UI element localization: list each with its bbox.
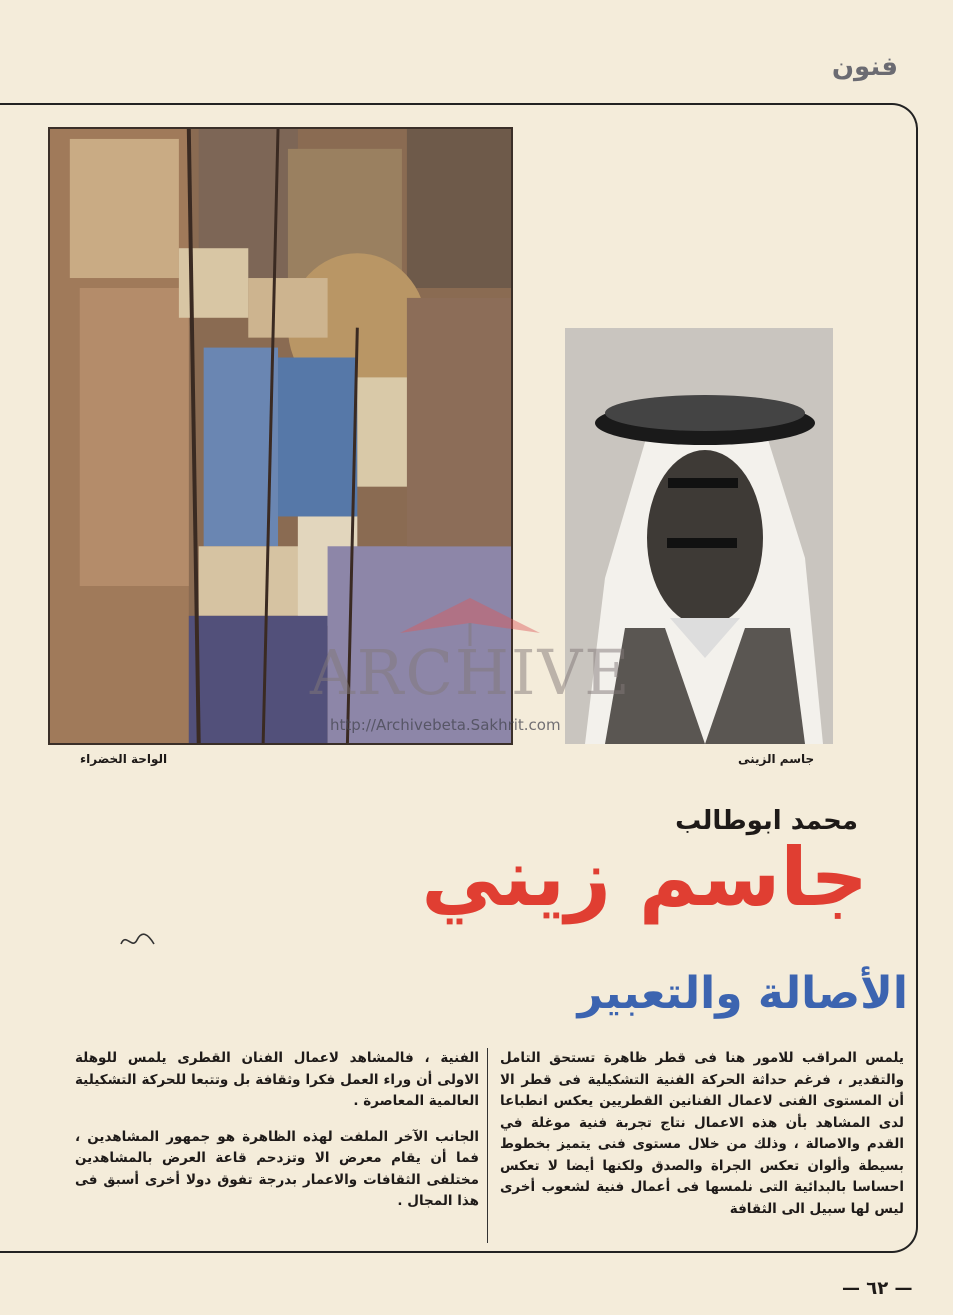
paragraph: الفنية ، فالمشاهد لاعمال الفنان القطرى يلمس للوهلة الاولى أن وراء العمل فكرا وثقافة بل وتتبعا للحركة التشكيلية العالمية المعاصرة .: [75, 1050, 479, 1109]
article-column-right: [500, 1048, 904, 1234]
section-label: فنون: [831, 52, 898, 82]
painting-caption: الواحة الخضراء: [80, 752, 168, 766]
watermark-word: ARCHIVE: [310, 636, 632, 709]
column-divider: [487, 1048, 488, 1243]
article-author: محمد ابوطالب: [675, 806, 858, 836]
article-column-left: [75, 1048, 479, 1227]
paragraph: الجانب الآخر الملفت لهذه الظاهرة هو جمهور المشاهدين ، فما أن يقام معرض الا وتزدحم قاعة العرض بالمشاهدين مختلفى الثقافات والاعمار بدرجة تفوق دولا أخرى أسبق فى هذا المجال .: [75, 1128, 479, 1209]
painting-image: [48, 127, 513, 745]
signature-mark: [118, 930, 158, 952]
portrait-photo: [565, 328, 833, 744]
article-subtitle: الأصالة والتعبير: [577, 968, 908, 1019]
page-number: — ٦٢ —: [842, 1278, 913, 1299]
paragraph: يلمس المراقب للامور هنا فى قطر ظاهرة تستحق التامل والتقدير ، فرغم حداثة الحركة الفنية التشكيلية فى قطر الا أن المستوى الفنى لاعمال الفنانين القطريين يعكس انطباعا لدى المشاهد بأن هذه الاعمال نتاج تجربة فنية موغلة في القدم والاصالة ، وذلك من خلال مستوى فنى يتميز بخطوط بسيطة وألوان تعكس الجراة والصدق ولكنها أيضا لا تعكس احساسا بالبدائية التى نلمسها فى أعمال فنية لشعوب أخرى ليس لها سبيل الى الثقافة: [500, 1050, 904, 1217]
article-title: جاسم زيني: [421, 831, 868, 924]
portrait-caption: جاسم الزينى: [738, 752, 815, 766]
watermark-url: http://Archivebeta.Sakhrit.com: [330, 716, 561, 734]
